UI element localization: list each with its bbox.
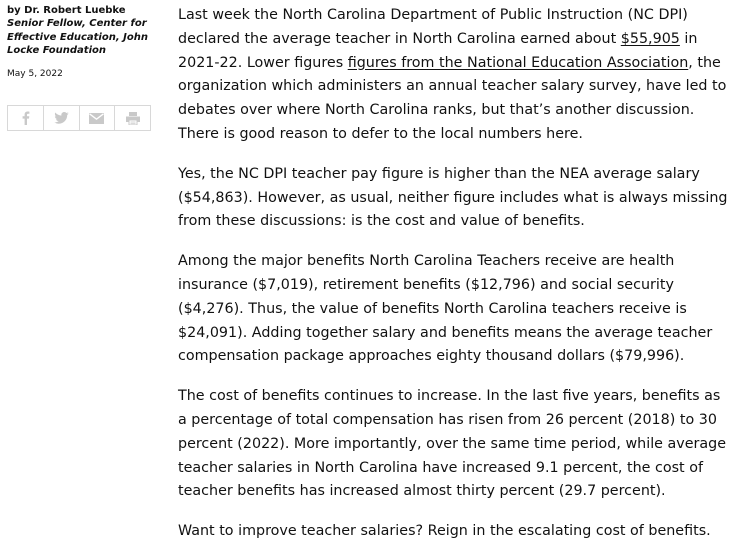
share-facebook-button[interactable] (8, 106, 44, 130)
share-twitter-button[interactable] (44, 106, 80, 130)
article-paragraph-4: The cost of benefits continues to increase. In the last five years, benefits as a percentage of total compensation has risen from 26 percent (2018) to 30 percent (2022). More importantly, over the same time period, while average teacher salaries in North Carolina have increased 9.1 percent, the cost of teacher benefits has increased almost thirty percent (29.7 percent). (178, 388, 727, 500)
article-paragraph-1 (178, 4, 733, 147)
email-icon (89, 113, 104, 124)
print-button[interactable] (115, 106, 150, 130)
author-role: Senior Fellow, Center for Effective Education, John Locke Foundation (7, 18, 148, 56)
article-paragraph-2: Yes, the NC DPI teacher pay figure is higher than the NEA average salary ($54,863). However, as usual, neither figure includes what is always missing from these discussions: is the cost and value of benefits. (178, 165, 728, 230)
article-paragraph-3: Among the major benefits North Carolina Teachers receive are health insurance ($7,019), retirement benefits ($12,796) and social security ($4,276). Thus, the value of benefits North Carolina teachers receive is $24,091). Adding together salary and benefits means the average teacher compensation package approaches eighty thousand dollars ($79,996). (178, 253, 713, 365)
publish-date: May 5, 2022 (7, 68, 63, 79)
twitter-icon (54, 112, 69, 124)
p1-text-1: Last week the North Carolina Department of Public Instruction (NC DPI) declared the average teacher in North Carolina earned about (178, 7, 688, 47)
facebook-icon (21, 111, 30, 125)
share-bar (7, 105, 151, 131)
nea-figures-link[interactable]: figures from the National Education Association (347, 54, 689, 71)
share-email-button[interactable] (80, 106, 116, 130)
author-byline: by Dr. Robert Luebke (7, 5, 126, 16)
article-body (178, 4, 733, 551)
author-sidebar (7, 4, 157, 80)
article-paragraph-5: Want to improve teacher salaries? Reign in the escalating cost of benefits. (178, 523, 711, 540)
p1-text-2: in 2021-22. Lower figures (178, 30, 698, 71)
p1-text-3: , the organization which administers an annual teacher salary survey, have led to debates over where North Carolina ranks, but that’s another discussion. There is good reason to defer to the local numbers here. (178, 54, 727, 142)
print-icon (126, 112, 140, 125)
dpi-salary-link[interactable]: $55,905 (620, 30, 680, 47)
